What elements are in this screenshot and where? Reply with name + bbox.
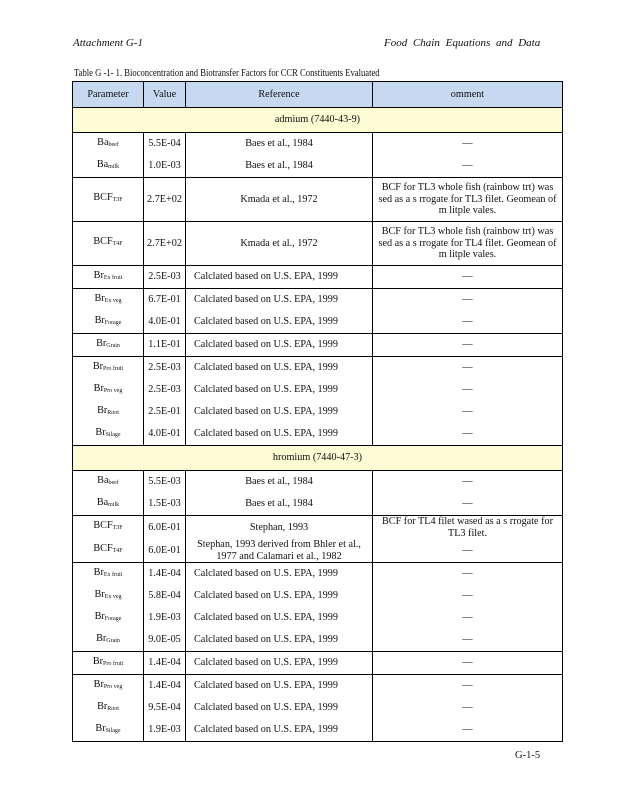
table-body [73, 108, 563, 742]
parameter-cell [73, 516, 144, 540]
parameter-cell [73, 607, 144, 629]
parameter-subscript: Ex fruit [103, 274, 123, 281]
parameter-subscript: Grain [106, 342, 120, 349]
column-header-reference: Reference [186, 82, 373, 108]
parameter-cell [73, 539, 144, 563]
page-number: G-1-5 [515, 750, 541, 761]
parameter-symbol: Ba [96, 158, 109, 170]
parameter-subscript: Ex fruit [103, 571, 123, 578]
parameter-symbol: Br [93, 566, 104, 578]
parameter-subscript: T4F [112, 241, 123, 248]
value-cell: 5.5E-04 [144, 133, 186, 156]
table-row [73, 289, 563, 312]
reference-cell: Calclated based on U.S. EPA, 1999 [186, 675, 373, 698]
reference-cell: Baes et al., 1984 [186, 155, 373, 178]
parameter-symbol: Br [92, 360, 103, 372]
reference-cell: Stephan, 1993 [186, 516, 373, 540]
parameter-subscript: Ex veg [104, 297, 122, 304]
parameter-cell [73, 334, 144, 357]
table-row [73, 607, 563, 629]
comment-cell: — [373, 539, 563, 563]
reference-cell: Baes et al., 1984 [186, 471, 373, 494]
value-cell: 1.4E-04 [144, 652, 186, 675]
parameter-cell [73, 289, 144, 312]
table-row [73, 697, 563, 719]
table-row [73, 719, 563, 742]
parameter-symbol: Br [94, 314, 105, 326]
parameter-subscript: T3F [112, 525, 123, 532]
parameter-symbol: Br [94, 588, 105, 600]
comment-cell: — [373, 675, 563, 698]
section-title: hromium (7440-47-3) [73, 446, 563, 471]
parameter-subscript: T3F [112, 197, 123, 204]
value-cell: 1.9E-03 [144, 719, 186, 742]
parameter-symbol: Br [92, 655, 103, 667]
parameter-cell [73, 266, 144, 289]
reference-cell: Calclated based on U.S. EPA, 1999 [186, 652, 373, 675]
parameter-subscript: Pro fruit [103, 365, 124, 372]
section-row [73, 446, 563, 471]
parameter-cell [73, 675, 144, 698]
table-row [73, 334, 563, 357]
comment-cell: — [373, 379, 563, 401]
value-cell: 2.5E-03 [144, 379, 186, 401]
parameter-subscript: T4F [112, 548, 123, 555]
table-row [73, 652, 563, 675]
parameter-symbol: Br [94, 610, 105, 622]
reference-cell: Calclated based on U.S. EPA, 1999 [186, 563, 373, 586]
value-cell: 1.1E-01 [144, 334, 186, 357]
comment-cell: BCF for TL3 whole fish (rainbow trt) was sed as a s rrogate for TL4 filet. Geomean of m litple vales. [373, 222, 563, 266]
table-row [73, 516, 563, 540]
reference-cell: Stephan, 1993 derived from Bhler et al., 1977 and Calamari et al., 1982 [186, 539, 373, 563]
value-cell: 9.5E-04 [144, 697, 186, 719]
reference-cell: Calclated based on U.S. EPA, 1999 [186, 629, 373, 652]
reference-cell: Calclated based on U.S. EPA, 1999 [186, 607, 373, 629]
value-cell: 1.0E-03 [144, 155, 186, 178]
value-cell: 2.5E-03 [144, 357, 186, 380]
factors-table [72, 81, 563, 742]
parameter-cell [73, 357, 144, 380]
comment-cell: — [373, 289, 563, 312]
comment-cell: — [373, 357, 563, 380]
parameter-subscript: milk [108, 163, 120, 170]
reference-cell: Calclated based on U.S. EPA, 1999 [186, 423, 373, 446]
value-cell: 2.5E-01 [144, 401, 186, 423]
value-cell: 6.0E-01 [144, 516, 186, 540]
reference-cell: Calclated based on U.S. EPA, 1999 [186, 719, 373, 742]
value-cell: 1.5E-03 [144, 493, 186, 516]
reference-cell: Calclated based on U.S. EPA, 1999 [186, 401, 373, 423]
value-cell: 1.4E-04 [144, 563, 186, 586]
comment-cell: — [373, 266, 563, 289]
reference-cell: Calclated based on U.S. EPA, 1999 [186, 357, 373, 380]
comment-cell: BCF for TL4 filet wased as a s rrogate for TL3 filet. [373, 516, 563, 540]
table-row [73, 379, 563, 401]
parameter-cell [73, 493, 144, 516]
parameter-subscript: Pro veg [103, 387, 123, 394]
value-cell: 2.7E+02 [144, 178, 186, 222]
comment-cell: — [373, 155, 563, 178]
table-row [73, 629, 563, 652]
table-row [73, 471, 563, 494]
value-cell: 9.0E-05 [144, 629, 186, 652]
parameter-symbol: Ba [97, 474, 109, 486]
table-row [73, 357, 563, 380]
reference-cell: Calclated based on U.S. EPA, 1999 [186, 379, 373, 401]
table-row [73, 311, 563, 334]
parameter-cell [73, 133, 144, 156]
parameter-symbol: Br [97, 404, 108, 416]
parameter-cell [73, 311, 144, 334]
table-row [73, 563, 563, 586]
column-header-value: Value [144, 82, 186, 108]
reference-cell: Calclated based on U.S. EPA, 1999 [186, 311, 373, 334]
parameter-cell [73, 401, 144, 423]
parameter-cell [73, 178, 144, 222]
value-cell: 5.5E-03 [144, 471, 186, 494]
parameter-cell [73, 585, 144, 607]
parameter-symbol: Br [96, 337, 107, 349]
reference-cell: Calclated based on U.S. EPA, 1999 [186, 697, 373, 719]
reference-cell: Baes et al., 1984 [186, 493, 373, 516]
parameter-symbol: Ba [96, 496, 109, 508]
parameter-symbol: Br [95, 426, 106, 438]
parameter-symbol: Br [93, 269, 104, 281]
comment-cell: — [373, 629, 563, 652]
comment-cell: — [373, 652, 563, 675]
parameter-subscript: beef [108, 479, 119, 486]
parameter-cell [73, 379, 144, 401]
table-row [73, 401, 563, 423]
reference-cell: Kmada et al., 1972 [186, 222, 373, 266]
comment-cell: — [373, 719, 563, 742]
comment-cell: — [373, 311, 563, 334]
parameter-subscript: Forage [104, 319, 122, 326]
comment-cell: — [373, 563, 563, 586]
reference-cell: Calclated based on U.S. EPA, 1999 [186, 266, 373, 289]
parameter-symbol: Br [96, 632, 107, 644]
parameter-cell [73, 563, 144, 586]
parameter-symbol: BCF [93, 192, 113, 204]
comment-cell: — [373, 401, 563, 423]
parameter-symbol: Br [93, 678, 104, 690]
parameter-subscript: milk [108, 501, 120, 508]
parameter-cell [73, 719, 144, 742]
table-row [73, 133, 563, 156]
parameter-symbol: Br [94, 292, 105, 304]
table-row [73, 539, 563, 563]
comment-cell: — [373, 471, 563, 494]
running-header-left: Attachment G-1 [73, 37, 143, 49]
parameter-symbol: BCF [93, 520, 113, 532]
value-cell: 4.0E-01 [144, 423, 186, 446]
parameter-cell [73, 652, 144, 675]
reference-cell: Calclated based on U.S. EPA, 1999 [186, 289, 373, 312]
comment-cell: — [373, 585, 563, 607]
parameter-symbol: Br [95, 722, 106, 734]
parameter-cell [73, 697, 144, 719]
comment-cell: — [373, 334, 563, 357]
value-cell: 1.9E-03 [144, 607, 186, 629]
table-row [73, 493, 563, 516]
value-cell: 5.8E-04 [144, 585, 186, 607]
parameter-cell [73, 471, 144, 494]
parameter-cell [73, 423, 144, 446]
parameter-subscript: Pro veg [103, 683, 123, 690]
parameter-symbol: BCF [93, 236, 113, 248]
section-title: admium (7440-43-9) [73, 108, 563, 133]
table-row [73, 423, 563, 446]
parameter-cell [73, 155, 144, 178]
parameter-symbol: Br [93, 382, 104, 394]
reference-cell: Calclated based on U.S. EPA, 1999 [186, 334, 373, 357]
table-row [73, 222, 563, 266]
table-row [73, 675, 563, 698]
column-header-comment: omment [373, 82, 563, 108]
table-caption: Table G -1- 1. Bioconcentration and Biotransfer Factors for CCR Constituents Evaluated [74, 68, 380, 79]
value-cell: 6.0E-01 [144, 539, 186, 563]
comment-cell: — [373, 607, 563, 629]
parameter-cell [73, 222, 144, 266]
parameter-subscript: Root [107, 705, 119, 712]
value-cell: 2.7E+02 [144, 222, 186, 266]
value-cell: 1.4E-04 [144, 675, 186, 698]
parameter-subscript: Root [107, 409, 119, 416]
reference-cell: Kmada et al., 1972 [186, 178, 373, 222]
parameter-subscript: Ex veg [104, 593, 122, 600]
comment-cell: BCF for TL3 whole fish (rainbow trt) was sed as a s rrogate for TL3 filet. Geomean of m litple vales. [373, 178, 563, 222]
table-row [73, 178, 563, 222]
value-cell: 4.0E-01 [144, 311, 186, 334]
parameter-cell [73, 629, 144, 652]
table-row [73, 155, 563, 178]
parameter-symbol: Br [97, 700, 108, 712]
parameter-subscript: Forage [104, 615, 122, 622]
table-header-row [73, 82, 563, 108]
parameter-subscript: Silage [105, 727, 121, 734]
value-cell: 2.5E-03 [144, 266, 186, 289]
table-row [73, 266, 563, 289]
parameter-symbol: BCF [93, 543, 113, 555]
column-header-parameter: Parameter [73, 82, 144, 108]
reference-cell: Baes et al., 1984 [186, 133, 373, 156]
table-row [73, 585, 563, 607]
comment-cell: — [373, 697, 563, 719]
parameter-subscript: beef [108, 141, 119, 148]
value-cell: 6.7E-01 [144, 289, 186, 312]
parameter-subscript: Silage [105, 431, 121, 438]
reference-cell: Calclated based on U.S. EPA, 1999 [186, 585, 373, 607]
parameter-symbol: Ba [97, 136, 109, 148]
section-row [73, 108, 563, 133]
comment-cell: — [373, 133, 563, 156]
comment-cell: — [373, 493, 563, 516]
parameter-subscript: Grain [106, 637, 120, 644]
running-header-right: Food Chain Equations and Data [384, 37, 541, 49]
comment-cell: — [373, 423, 563, 446]
parameter-subscript: Pro fruit [103, 660, 124, 667]
